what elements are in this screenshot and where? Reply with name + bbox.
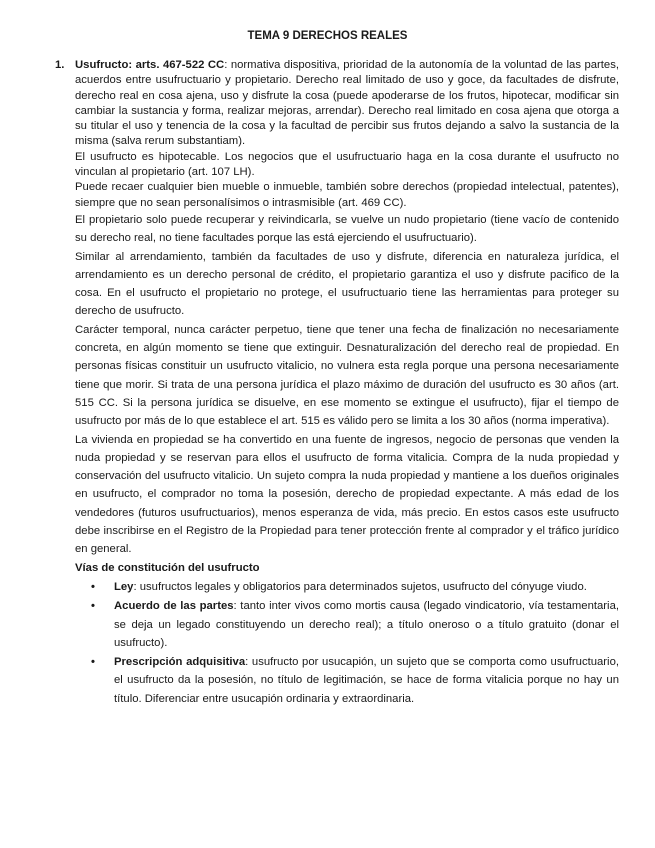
paragraph-hipotecable: El usufructo es hipotecable. Los negocios que el usufructuario haga en la cosa durante el usufructo no vinculan al propietario (art. 107 LH). bbox=[75, 150, 619, 179]
page-title: TEMA 9 DERECHOS REALES bbox=[247, 30, 408, 42]
list-item bbox=[75, 597, 619, 652]
paragraph-objeto: Puede recaer cualquier bien mueble o inmueble, también sobre derechos (propiedad intelectual, patentes), siempre que no sean personalísimos o intrasmisible (art. 469 CC). bbox=[75, 181, 619, 209]
list-item bbox=[75, 653, 619, 708]
via-text: : usufructo por usucapión, un sujeto que se comporta como usufructuario, el usufructo da la posesión, no título de legitimación, se hace de forma vitalicia porque no hay un título. Diferenciar entre usucapión ordinaria y extraordinaria. bbox=[114, 656, 619, 705]
bullet-icon: • bbox=[91, 656, 95, 669]
via-text: : usufructos legales y obligatorios para determinados sujetos, usufructo del cónyuge viudo. bbox=[133, 580, 587, 593]
paragraph-nudo-propietario: El propietario solo puede recuperar y reivindicarla, se vuelve un nudo propietario (tiene vacío de contenido su derecho real, no tiene facultades porque las está ejerciendo el usufructuario). bbox=[75, 213, 619, 245]
section-usufructo bbox=[75, 58, 619, 708]
bullet-icon: • bbox=[91, 580, 95, 593]
paragraph-vivienda: La vivienda en propiedad se ha convertido en una fuente de ingresos, negocio de personas que venden la nuda propiedad y se reservan para ellos el usufructo de forma vitalicia. Compra de la nuda propiedad y conservación del usufructo vitalicio. Un sujeto compra la nuda propiedad y mantiene a los dueños originales en usufructo, el comprador no toma la posesión, derecho de propiedad expectante. A más edad de los vendedores (futuros usufructuarios), menos esperanza de vida, más precio. En estos casos este usufructo debe inscribirse en el Registro de la Propiedad para tener protección frente al comprador y el tráfico jurídico en general. bbox=[75, 433, 619, 556]
via-text: : tanto inter vivos como mortis causa (legado vindicatorio, vía testamentaria, se deja un legado constituyendo un derecho real); a título oneroso o a título gratuito (donar el usufructo). bbox=[114, 600, 619, 649]
via-term: Prescripción adquisitiva bbox=[114, 656, 246, 669]
usufructo-heading: Usufructo: arts. 467-522 CC bbox=[75, 59, 225, 71]
paragraph-intro bbox=[75, 58, 619, 150]
via-term: Ley bbox=[114, 580, 134, 593]
via-term: Acuerdo de las partes bbox=[114, 600, 234, 613]
paragraph-arrendamiento: Similar al arrendamiento, también da facultades de uso y disfrute, diferencia en naturaleza jurídica, el arrendamiento es un derecho personal de crédito, el propietario garantiza el uso y disfrute pacifico de la cosa. En el usufructo el propietario no protege, el usufructuario tiene las herramientas para proteger su derecho de usufructo. bbox=[75, 250, 619, 318]
paragraph-temporal: Carácter temporal, nunca carácter perpetuo, tiene que tener una fecha de finalización no necesariamente concreta, en algún momento se tiene que extinguir. Desnaturalización del derecho real de propiedad. En personas físicas constituir un usufructo vitalicio, no vulnera esta regla porque una persona necesariamente tiene que morir. Si trata de una persona jurídica el plazo máximo de duración del usufructo es 30 años (art. 515 CC. Si la persona jurídica se disuelve, en ese momento se extingue el usufructo), fijar el tiempo de usufructo por más de lo que establece el art. 515 es válido pero se limita a los 30 años (norma imperativa). bbox=[75, 323, 619, 428]
usufructo-intro-text: : normativa dispositiva, prioridad de la autonomía de la voluntad de las partes, acuerdos entre usufructuario y propietario. Derecho real limitado de uso y goce, da facultades de disfrute, derecho real en cosa ajena, uso y disfrute la cosa (puede apoderarse de los frutos, hipotecar, modificar sin cambiar la sustancia y forma, realizar mejoras, arrendar). Derecho real limitado en cosa ajena que otorga a su titular el uso y tenencia de la cosa y la facultad de percibir sus frutos dejando a salvo la sustancia de la misma (salva rerum substantiam). bbox=[75, 59, 619, 148]
list-number: 1. bbox=[55, 59, 65, 71]
bullet-icon: • bbox=[91, 600, 95, 613]
list-item bbox=[75, 578, 619, 596]
vias-list bbox=[75, 578, 619, 708]
vias-heading: Vías de constitución del usufructo bbox=[75, 561, 260, 574]
